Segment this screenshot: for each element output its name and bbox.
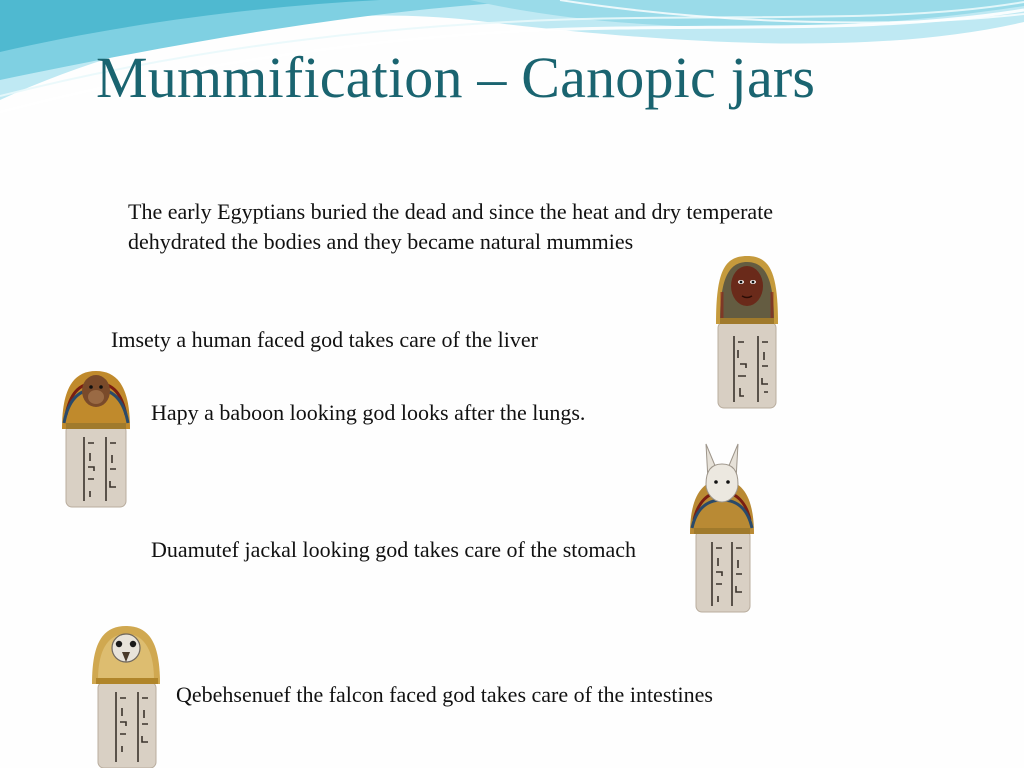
duamutef-jar-image <box>684 440 760 616</box>
intro-paragraph: The early Egyptians buried the dead and since the heat and dry temperate dehydrated the bodies and they became natural mummies <box>128 199 774 254</box>
hapy-jar-image <box>58 365 134 511</box>
duamutef-text: Duamutef jackal looking god takes care of the stomach <box>151 537 637 562</box>
slide-title: Mummification – Canopic jars <box>96 45 816 110</box>
hapy-text: Hapy a baboon looking god looks after the lungs. <box>151 400 586 425</box>
qebehsenuef-jar-image <box>88 622 164 768</box>
imsety-text: Imsety a human faced god takes care of the liver <box>111 327 538 352</box>
qebehsenuef-text: Qebehsenuef the falcon faced god takes care of the intestines <box>176 682 713 707</box>
imsety-jar-image <box>710 252 784 412</box>
